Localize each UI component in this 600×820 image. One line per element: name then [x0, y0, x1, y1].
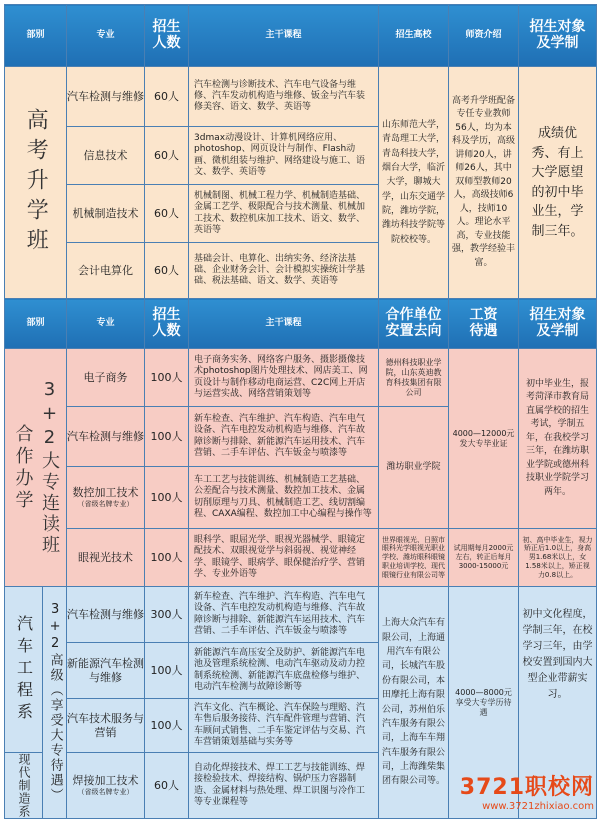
- school-cell: 山东师范大学，青岛理工大学，青岛科技大学，烟台大学，临沂大学，聊城大学，山东交通学院，潍坊学院，潍坊科技学院等院校校等。: [379, 67, 449, 299]
- dept-mid-label: 3+2高级（享受大专待遇）: [47, 602, 63, 803]
- placement-cell: 德州科技职业学院，山东英迪教育科技集团有限公司: [379, 349, 449, 407]
- header-dept: 部别: [5, 299, 67, 349]
- placement-cell: 潍坊职业学院: [379, 407, 449, 529]
- dept-label: 3+2大专连读班: [39, 379, 60, 556]
- major-cell: 汽车检测与维修: [67, 587, 145, 643]
- major-cell: 眼视光技术: [67, 529, 145, 587]
- major-cell: 机械制造技术: [67, 185, 145, 243]
- major-cell: [67, 753, 145, 819]
- course-cell: 汽车文化、汽车概论、汽车保险与理赔、汽车售后服务接待、汽车配件管理与营销、汽车顾问式销售、二手车鉴定评估与交易、汽车营销策划基础与实务等: [189, 699, 379, 753]
- salary-cell: 试用期每月2000元左右，转正后每月3000-15000元: [449, 529, 519, 587]
- target-cell: 初、高中毕业生，视力矫正后1.0以上，身高男1.68米以上，女1.58米以上，矫正视力0.8以上。: [519, 529, 597, 587]
- enrollment-table: [4, 4, 597, 819]
- enroll-count: 300人: [145, 587, 189, 643]
- major-cell: 汽车检测与维修: [67, 67, 145, 127]
- target-cell: 初中毕业生，报考菏泽市教育局直属学校的招生考试，学制五年，在我校学习三年，在潍坊职业学院或德州科技职业学院学习两年。: [519, 349, 597, 529]
- header-enroll: 招生 人数: [145, 299, 189, 349]
- header-school: 招生高校: [379, 5, 449, 67]
- table-row: [5, 529, 597, 587]
- enroll-count: 60人: [145, 127, 189, 185]
- enroll-count: 60人: [145, 185, 189, 243]
- enroll-count: 60人: [145, 67, 189, 127]
- course-cell: 基础会计、电算化、出纳实务、经济法基础、企业财务会计、会计模拟实操统计学基础、税法基础、语文、数学、英语等: [189, 243, 379, 299]
- dept-label: 现代制造系: [17, 753, 31, 818]
- teachers-cell: 高考升学班配备专任专业教师56人，均为本科及学历，高级讲师20人，讲师26人，其中双师型教师20人，高级技师6人，技师10人。理论水平高，专业技能强，教学经验丰富。: [449, 67, 519, 299]
- dept-gaokao: [5, 67, 67, 299]
- major-note: （省级名牌专业）: [77, 788, 134, 796]
- header-course: 主干课程: [189, 5, 379, 67]
- course-cell: 汽车检测与诊断技术、汽车电气设备与维修、汽车发动机构造与维修、钣金与汽车装修美容、语文、数学、英语等: [189, 67, 379, 127]
- major-cell: [67, 467, 145, 529]
- header-teachers: 师资介绍: [449, 5, 519, 67]
- dept-mid: [43, 587, 67, 819]
- enrollment-table-sheet: [4, 4, 596, 816]
- salary-cell: 4000—12000元 发大专毕业证: [449, 349, 519, 529]
- course-cell: 机械制图、机械工程力学、机械制造基础、金属工艺学、极限配合与技术测量、机械加工技术、数控机床加工技术、语文、数学、英语等: [189, 185, 379, 243]
- header-row-1: [5, 5, 597, 67]
- header-target: 招生对象 及学制: [519, 299, 597, 349]
- salary-cell: 4000—8000元 享受大专学历待遇: [449, 587, 519, 819]
- course-cell: 新车检查、汽车维护、汽车构造、汽车电气设备、汽车电控发动机构造与维修、汽车故障诊断与排除、新能源汽车运用技术、汽车营销、二手车评估、汽车钣金与喷漆等: [189, 407, 379, 467]
- dept-cooperation: [5, 349, 67, 587]
- header-major: 专业: [67, 299, 145, 349]
- target-cell: 成绩优秀、有上大学愿望的初中毕业生，学制三年。: [519, 67, 597, 299]
- watermark-logo-text: 3721职校网: [459, 775, 594, 800]
- dept-label: 汽车工程系: [14, 614, 34, 725]
- header-enroll: 招生 人数: [145, 5, 189, 67]
- dept-left-label: 合作办学: [12, 423, 34, 512]
- enroll-count: 100人: [145, 529, 189, 587]
- course-cell: 自动化焊接技术、焊工工艺与技能训练、焊接检验技术、焊接结构、锅炉压力容器制造、金属材料与热处理、焊工识图与冷作工等专业课程等: [189, 753, 379, 819]
- dept-manufacturing: [5, 753, 43, 819]
- course-cell: 眼科学、眼屈光学、眼视光器械学、眼镜定配技术、双眼视觉学与斜弱视、视觉神经学、眼镜学、眼病学、眼保健治疗学、营销学、专业外语等: [189, 529, 379, 587]
- header-salary: 工资 待遇: [449, 299, 519, 349]
- major-cell: 新能源汽车检测与维修: [67, 643, 145, 699]
- course-cell: 电子商务实务、网络客户服务、摄影摄像技术photoshop图片处理技术、网店美工、网页设计与制作移动电商运营、C2C网上开店与运营实战、网络营销策划等: [189, 349, 379, 407]
- major-note: （省级名牌专业）: [77, 500, 134, 508]
- header-major: 专业: [67, 5, 145, 67]
- target-cell: 初中文化程度，学制三年，在校学习三年，由学校安置到国内大型企业带薪实习。: [519, 587, 597, 819]
- header-target: 招生对象 及学制: [519, 5, 597, 67]
- major-cell: 电子商务: [67, 349, 145, 407]
- major-cell: 汽车检测与维修: [67, 407, 145, 467]
- major-name: 数控加工技术: [72, 486, 139, 500]
- header-row-2: [5, 299, 597, 349]
- enroll-count: 100人: [145, 467, 189, 529]
- dept-auto: [5, 587, 43, 753]
- course-cell: 新车检查、汽车维护、汽车构造、汽车电气设备、汽车电控发动机构造与维修、汽车故障诊断与排除、新能源汽车运用技术、汽车营销、二手车评估、汽车钣金与喷漆等: [189, 587, 379, 643]
- enroll-count: 60人: [145, 243, 189, 299]
- table-row: [5, 587, 597, 643]
- header-course: 主干课程: [189, 299, 379, 349]
- enroll-count: 100人: [145, 407, 189, 467]
- table-row: [5, 349, 597, 407]
- major-cell: 信息技术: [67, 127, 145, 185]
- header-placement: 合作单位 安置去向: [379, 299, 449, 349]
- course-cell: 车工工艺与技能训练、机械制造工艺基础、公差配合与技术测量、数控加工技术、金属切削原理与刀具、机械制造工艺、线切割编程、CAXA编程、数控加工中心编程与操作等: [189, 467, 379, 529]
- header-dept: 部别: [5, 5, 67, 67]
- dept-label: 高考升学班: [23, 107, 49, 258]
- course-cell: 新能源汽车高压安全及防护、新能源汽车电池及管理系统检测、电动汽车驱动及动力控制系统检测、新能源汽车底盘检修与维护、电动汽车检测与故障诊断等: [189, 643, 379, 699]
- enroll-count: 100人: [145, 349, 189, 407]
- major-cell: 汽车技术服务与营销: [67, 699, 145, 753]
- major-name: 焊接加工技术: [72, 774, 139, 788]
- placement-cell: 世界眼视光、日照市眼科光学眼视光职业学校、潍坊眼科眼镜职业培训学校、现代眼镜行业有限公司等: [379, 529, 449, 587]
- placement-cell: 上海大众汽车有限公司，上海通用汽车有限公司，长城汽车股份有限公司，本田摩托上海有限公司，苏州伯乐汽车服务有限公司，上海车车翔汽车服务有限公司，上海潍柴集团有限公司等。: [379, 587, 449, 819]
- major-cell: 会计电算化: [67, 243, 145, 299]
- watermark: [460, 770, 594, 812]
- course-cell: 3dmax动漫设计、计算机网络应用、photoshop、网页设计与制作、Flash动画、微机组装与维护、网络建设与施工、语文、数学、英语等: [189, 127, 379, 185]
- table-row: [5, 67, 597, 127]
- enroll-count: 60人: [145, 753, 189, 819]
- watermark-url: www.3721zhixiao.com: [482, 801, 594, 812]
- enroll-count: 100人: [145, 643, 189, 699]
- enroll-count: 100人: [145, 699, 189, 753]
